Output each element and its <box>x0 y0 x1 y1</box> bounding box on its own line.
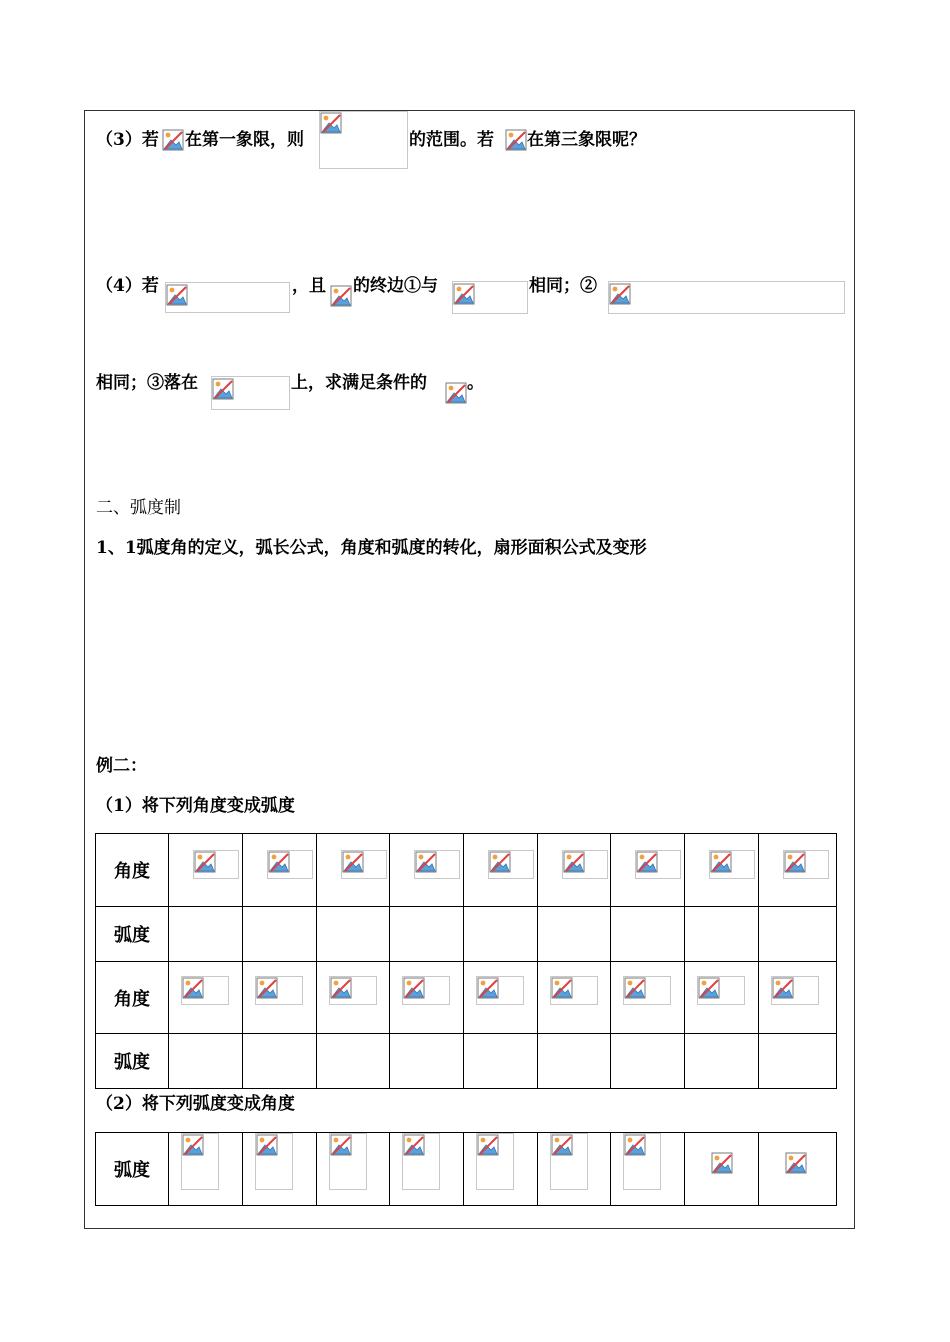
table-cell <box>464 1133 538 1206</box>
broken-image-icon <box>445 382 467 404</box>
table-cell <box>611 1133 685 1206</box>
table-cell <box>169 1034 243 1089</box>
table-cell <box>390 962 464 1034</box>
problem3-text-4: 在第三象限呢？ <box>527 130 646 150</box>
table-cell <box>611 1034 685 1089</box>
degree-to-radian-table <box>95 833 837 1089</box>
table-cell <box>685 962 759 1034</box>
section-heading: 二、弧度制 <box>96 498 181 518</box>
table-cell <box>243 1034 317 1089</box>
broken-image-icon <box>320 112 342 134</box>
problem3-text: （3）若 <box>96 130 159 150</box>
example-heading: 例二： <box>96 756 147 776</box>
broken-image-icon <box>182 977 204 999</box>
example-part-2: （2）将下列弧度变成角度 <box>96 1094 295 1114</box>
row-header: 角度 <box>96 834 169 907</box>
broken-image-icon <box>505 129 527 151</box>
table-cell <box>317 907 390 962</box>
table-cell <box>390 907 464 962</box>
broken-image-icon <box>636 851 658 873</box>
problem3-text-3: 的范围。若 <box>409 130 494 150</box>
table-cell <box>169 907 243 962</box>
table-cell <box>611 962 685 1034</box>
problem4-text-3: 的终边①与 <box>353 276 438 296</box>
table-cell <box>538 1034 611 1089</box>
table-cell <box>538 834 611 907</box>
table-cell <box>685 834 759 907</box>
table-cell <box>243 962 317 1034</box>
problem3-text-2: 在第一象限，则 <box>185 130 304 150</box>
broken-image-icon <box>698 977 720 999</box>
problem4-text: （4）若 <box>96 276 159 296</box>
broken-image-icon <box>711 1152 733 1174</box>
table-cell <box>169 962 243 1034</box>
broken-image-icon <box>330 1134 352 1156</box>
table-cell <box>538 962 611 1034</box>
table-cell <box>538 907 611 962</box>
broken-image-icon <box>563 851 585 873</box>
broken-image-icon <box>772 977 794 999</box>
broken-image-icon <box>268 851 290 873</box>
table-cell <box>390 1133 464 1206</box>
broken-image-icon <box>784 851 806 873</box>
table-row <box>96 1034 837 1089</box>
broken-image-icon <box>453 283 475 305</box>
table-row <box>96 1133 837 1206</box>
problem4-text-5: 相同；③落在 <box>96 373 198 393</box>
table-cell <box>243 907 317 962</box>
table-cell <box>685 907 759 962</box>
table-cell <box>317 1034 390 1089</box>
row-header: 弧度 <box>96 907 169 962</box>
table-cell <box>759 907 837 962</box>
broken-image-icon <box>551 977 573 999</box>
row-header: 角度 <box>96 962 169 1034</box>
table-cell <box>611 907 685 962</box>
broken-image-icon <box>477 977 499 999</box>
table-row <box>96 962 837 1034</box>
broken-image-icon <box>212 378 234 400</box>
broken-image-icon <box>330 977 352 999</box>
table-cell <box>685 1034 759 1089</box>
broken-image-icon <box>166 284 188 306</box>
problem4-text-4: 相同；② <box>529 276 597 296</box>
example-part-1: （1）将下列角度变成弧度 <box>96 796 295 816</box>
table-cell <box>759 1034 837 1089</box>
table-cell <box>317 834 390 907</box>
table-cell <box>538 1133 611 1206</box>
broken-image-icon <box>710 851 732 873</box>
table-cell <box>243 1133 317 1206</box>
broken-image-icon <box>609 283 631 305</box>
broken-image-icon <box>624 1134 646 1156</box>
broken-image-icon <box>551 1134 573 1156</box>
broken-image-icon <box>182 1134 204 1156</box>
row-header: 弧度 <box>96 1034 169 1089</box>
table-cell <box>759 834 837 907</box>
broken-image-icon <box>415 851 437 873</box>
broken-image-icon <box>342 851 364 873</box>
table-row <box>96 834 837 907</box>
table-cell <box>759 1133 837 1206</box>
table-cell <box>759 962 837 1034</box>
table-cell <box>317 1133 390 1206</box>
table-row <box>96 907 837 962</box>
broken-image-icon <box>330 285 352 307</box>
broken-image-icon <box>162 129 184 151</box>
table-cell <box>317 962 390 1034</box>
broken-image-icon <box>256 1134 278 1156</box>
problem4-text-7: 。 <box>467 373 484 393</box>
broken-image-icon <box>624 977 646 999</box>
table-cell <box>169 1133 243 1206</box>
table-cell <box>464 834 538 907</box>
table-cell <box>464 907 538 962</box>
row-header: 弧度 <box>96 1133 169 1206</box>
table-cell <box>611 834 685 907</box>
table-cell <box>390 834 464 907</box>
problem4-text-6: 上，求满足条件的 <box>291 373 427 393</box>
problem4-text-2: ，且 <box>292 276 326 296</box>
table-cell <box>390 1034 464 1089</box>
table-cell <box>464 962 538 1034</box>
radian-to-degree-table <box>95 1132 837 1206</box>
broken-image-icon <box>194 851 216 873</box>
broken-image-icon <box>403 977 425 999</box>
table-cell <box>685 1133 759 1206</box>
formula-image-box <box>608 281 845 314</box>
table-cell <box>243 834 317 907</box>
broken-image-icon <box>489 851 511 873</box>
table-cell <box>169 834 243 907</box>
section-point-1: 1、1弧度角的定义，弧长公式，角度和弧度的转化，扇形面积公式及变形 <box>96 538 647 558</box>
broken-image-icon <box>477 1134 499 1156</box>
broken-image-icon <box>785 1152 807 1174</box>
table-cell <box>464 1034 538 1089</box>
broken-image-icon <box>403 1134 425 1156</box>
broken-image-icon <box>256 977 278 999</box>
